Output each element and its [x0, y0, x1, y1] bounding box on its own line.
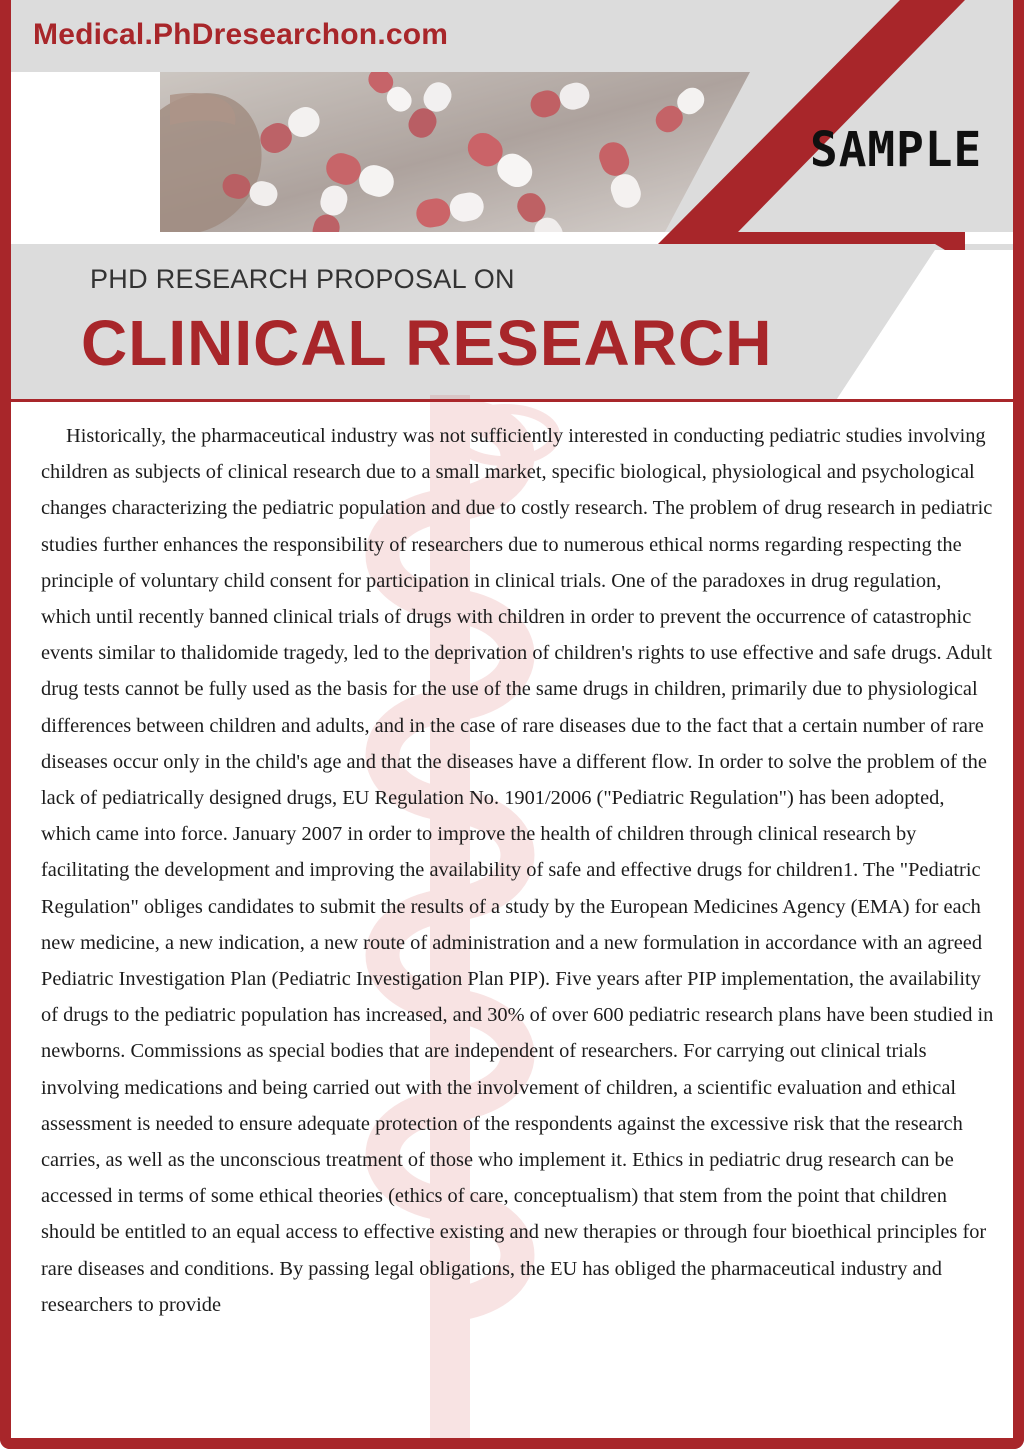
sample-stamp: SAMPLE [810, 120, 983, 178]
body-paragraph: Historically, the pharmaceutical industry was not sufficiently interested in conducting pediatric studies involving children as subjects of clinical research due to a small market, specific biological, physiological and psychological changes characterizing the pediatric population and due to costly research. The problem of drug research in pediatric studies further enhances the responsibility of researchers due to numerous ethical norms regarding respecting the principle of voluntary child consent for participation in clinical trials. One of the paradoxes in drug regulation, which until recently banned clinical trials of drugs with children in order to prevent the occurrence of catastrophic events similar to thalidomide tragedy, led to the deprivation of children's rights to use effective and safe drugs. Adult drug tests cannot be fully used as the basis for the use of the same drugs in children, primarily due to physiological differences between children and adults, and in the case of rare diseases due to the fact that a certain number of rare diseases occur only in the child's age and that the diseases have a different flow. In order to solve the problem of the lack of pediatrically designed drugs, EU Regulation No. 1901/2006 ("Pediatric Regulation") has been adopted, which came into force. January 2007 in order to improve the health of children through clinical research by facilitating the development and improving the availability of safe and effective drugs for children1. The "Pediatric Regulation" obliges candidates to submit the results of a study by the European Medicines Agency (EMA) for each new medicine, a new indication, a new route of administration and a new formulation in accordance with an agreed Pediatric Investigation Plan (Pediatric Investigation Plan PIP). Five years after PIP implementation, the availability of drugs to the pediatric population has increased, and 30% of over 600 pediatric research plans have been studied in newborns. Commissions as special bodies that are independent of researchers. For carrying out clinical trials involving medications and being carried out with the involvement of children, a scientific evaluation and ethical assessment is needed to ensure adequate protection of the respondents against the excessive risk that the research carries, as well as the unconscious treatment of those who implement it. Ethics in pediatric drug research can be accessed in terms of some ethical theories (ethics of care, conceptualism) that stem from the point that children should be entitled to an equal access to effective existing and new therapies or through four bioethical principles for rare diseases and conditions. By passing legal obligations, the EU has obliged the pharmaceutical industry and researchers to provide [41, 425, 994, 1316]
site-url: Medical.PhDresearchon.com [33, 18, 449, 51]
document-subtitle: PHD RESEARCH PROPOSAL ON [90, 264, 515, 294]
document-title: CLINICAL RESEARCH [81, 307, 773, 379]
